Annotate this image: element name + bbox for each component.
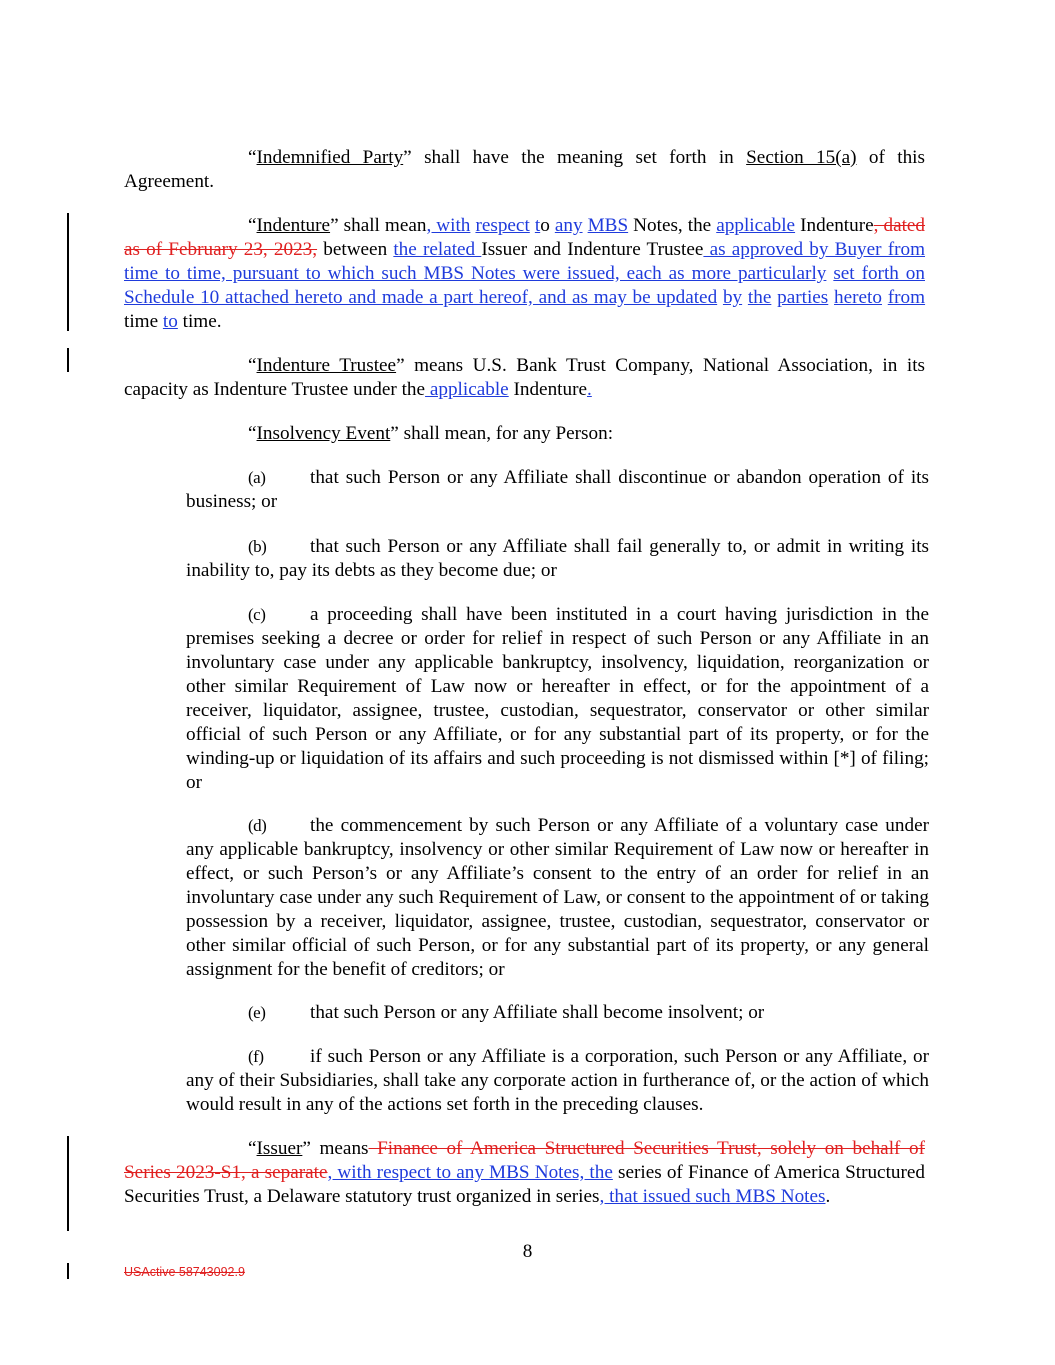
deleted-text: Finance of America Structured Securities Trust, solely on behalf of Series 2023-S1, a separate <box>124 1138 925 1183</box>
clause-e: (e) that such Person or any Affiliate shall become insolvent; or <box>248 1002 765 1023</box>
inserted-text: MBS <box>587 215 629 236</box>
inserted-text: t <box>534 215 541 236</box>
inserted-text: . <box>587 379 592 400</box>
inserted-text: , with respect to any MBS Notes, the <box>327 1162 613 1183</box>
defined-term: Indenture <box>256 215 331 236</box>
clause-label: (f) <box>248 1047 264 1066</box>
clause-c: (c) a proceeding shall have been instituted in a court having jurisdiction in the premises seeking a decree or order for relief in respect of such Person or any Affiliate in an involuntary case under any applicable bankruptcy, insolvency, liquidation, reorganization or other similar Requirement of Law now or hereafter in effect, or for the appointment of a receiver, liquidator, assignee, trustee, custodian, sequestrator, conservator or other similar official of such Person or any Affiliate, or for any substantial part of its property, or for the winding-up or liquidation of its affairs and such proceeding is not dismissed within [*] of filing; or <box>186 604 929 793</box>
inserted-text: , that issued such MBS Notes <box>599 1186 826 1207</box>
inserted-text: as approved by Buyer from time to time, pursuant to which such MBS Notes were issued, each as more particularly <box>124 239 926 284</box>
inserted-text: applicable <box>425 379 509 400</box>
change-bar <box>67 1263 69 1279</box>
inserted-text: by <box>722 287 743 308</box>
clause-d: (d) the commencement by such Person or any Affiliate of a voluntary case under any applicable bankruptcy, insolvency or other similar Requirement of Law now or hereafter in effect, or such Person’s or any Affiliate’s consent to the entry of an order for relief in an involuntary case under any such Requirement of Law, or consent to the appointment of or taking possession by a receiver, liquidator, assignee, trustee, custodian, sequestrator, conservator or other similar official of such Person, or for any substantial part of its property, or any general assignment for the benefit of creditors; or <box>186 815 929 980</box>
inserted-text: to <box>162 311 178 332</box>
inserted-text: applicable <box>716 215 796 236</box>
inserted-text: hereto <box>834 287 882 308</box>
defined-term: Indenture Trustee <box>256 355 397 376</box>
clause-label: (c) <box>248 605 266 624</box>
definition-indenture-trustee: “Indenture Trustee” means U.S. Bank Trust Company, National Association, in its capacity as Indenture Trustee under the applicable Indenture. <box>124 355 925 400</box>
change-bar <box>67 1136 69 1231</box>
change-bar <box>67 213 69 331</box>
defined-term: Insolvency Event <box>256 423 391 444</box>
clause-f: (f) if such Person or any Affiliate is a corporation, such Person or any Affiliate, or any of their Subsidiaries, shall take any corporate action in furtherance of, or the action of which would result in any of the actions set forth in the preceding clauses. <box>186 1046 929 1115</box>
section-reference: Section 15(a) <box>746 147 857 168</box>
defined-term: Indemnified Party <box>256 147 404 168</box>
inserted-text: parties <box>777 287 829 308</box>
inserted-text: respect <box>475 215 530 236</box>
clause-label: (a) <box>248 468 266 487</box>
defined-term: Issuer <box>256 1138 303 1159</box>
inserted-text: the <box>747 287 772 308</box>
definition-issuer: “Issuer” means Finance of America Structured Securities Trust, solely on behalf of Series 2023-S1, a separate, with respect to any MBS Notes, the series of Finance of America Structured Securities Trust, a Delaware statutory trust organized in series, that issued such MBS Notes. <box>124 1138 925 1207</box>
clause-label: (b) <box>248 537 267 556</box>
clause-label: (d) <box>248 816 267 835</box>
inserted-text: set forth on Schedule 10 attached hereto and made a part hereof, and as may be updated <box>124 263 925 308</box>
inserted-text: the related <box>393 239 482 260</box>
inserted-text: from <box>887 287 926 308</box>
definition-insolvency-event: “Insolvency Event” shall mean, for any Person: <box>248 423 614 444</box>
definition-indemnified-party: “Indemnified Party” shall have the meaning set forth in Section 15(a) of this Agreement. <box>124 147 925 192</box>
deleted-text: , dated as of February 23, 2023, <box>124 215 926 260</box>
inserted-text: any <box>554 215 583 236</box>
definition-indenture: “Indenture” shall mean, with respect to any MBS Notes, the applicable Indenture, dated as of February 23, 2023, between the related Issuer and Indenture Trustee as approved by Buyer from time to time, pursuant to which such MBS Notes were issued, each as more particularly set forth on Schedule 10 attached hereto and made a part hereof, and as may be updated by the parties hereto from time to time. <box>124 215 926 332</box>
clause-b: (b) that such Person or any Affiliate shall fail generally to, or admit in writing its inability to, pay its debts as they become due; or <box>186 536 929 581</box>
page-number: 8 <box>522 1241 533 1262</box>
clause-label: (e) <box>248 1003 266 1022</box>
clause-a: (a) that such Person or any Affiliate shall discontinue or abandon operation of its business; or <box>186 467 929 512</box>
change-bar <box>67 348 69 372</box>
document-id-footer: USActive 58743092.9 <box>124 1265 245 1279</box>
inserted-text: , with <box>426 215 471 236</box>
